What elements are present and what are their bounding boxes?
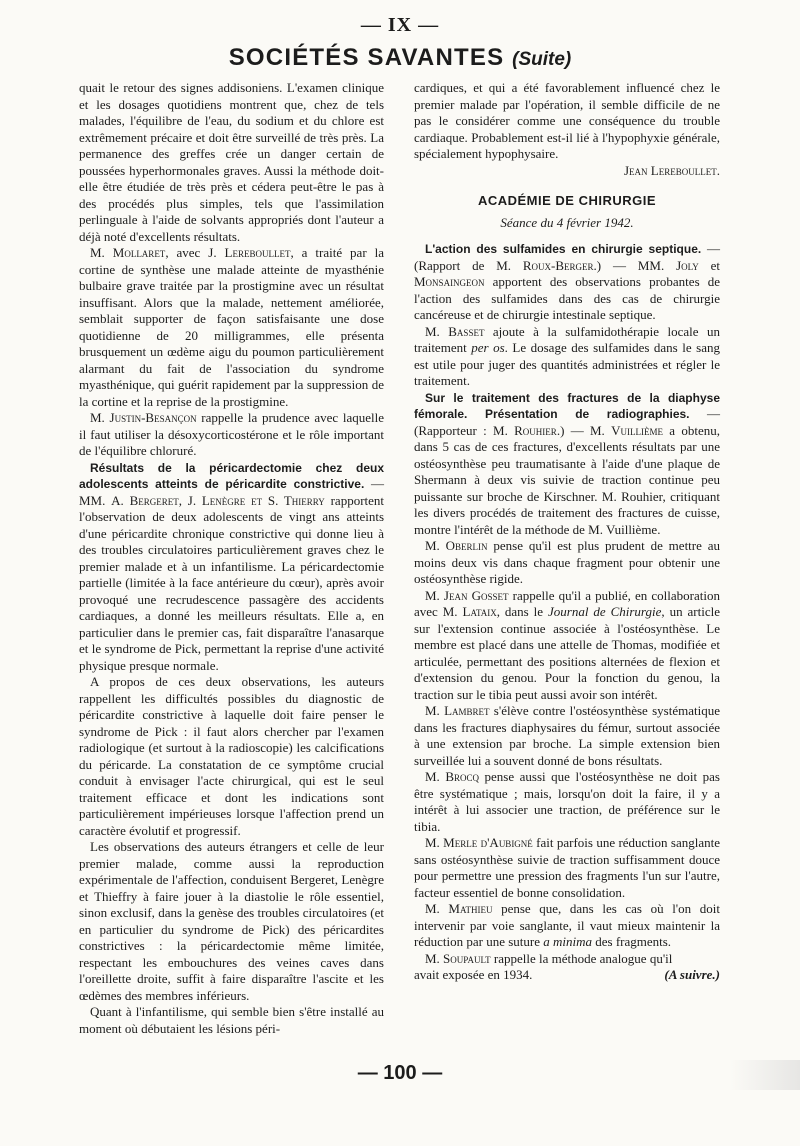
- author-name: M. Justin-Besançon: [90, 410, 197, 425]
- paragraph: [79, 460, 384, 675]
- author-name: A. Bergeret, J. Lenègre et S. Thierry: [111, 492, 325, 508]
- text-run: apportent des observations probantes de l'action des sulfamides dans des cas de chirurgie cancéreuse et de chirurgie intestinale septique.: [414, 274, 720, 322]
- text-run: .) — MM.: [593, 257, 677, 273]
- author-name: Rouhier: [514, 422, 557, 438]
- paragraph: [414, 390, 720, 539]
- page-number: — 100 —: [357, 1062, 443, 1084]
- text-run: des fragments.: [591, 934, 672, 949]
- text-run: .) — M.: [556, 422, 612, 438]
- text-run: , dans le: [496, 604, 548, 619]
- paragraph: quait le retour des signes addisoniens. L'examen clinique et les dosages quotidiens montrent que, chez de tels malades, l'équilibre de l'eau, du sodium et du chlore est extrêmement précaire et doit être surveillé de très près. La permanence des greffes crée un danger certain de poussées hyperhormonales graves. Aussi la méthode doit-elle être étudiée de très près et cédera peut-être le pas à des procédés plus simples, tels que l'assimilation perlinguale à l'aide de solvants appropriés dont l'auteur a déjà noté d'excellents résultats.: [79, 80, 384, 244]
- signature: Jean Lereboullet.: [624, 162, 720, 178]
- scan-artifact: [730, 1060, 800, 1090]
- roman-page-number: — IX —: [360, 14, 440, 36]
- italic-text: a minima: [543, 934, 592, 949]
- paragraph: [414, 769, 720, 835]
- final-line: [414, 967, 720, 984]
- text-run: pense qu'il est plus prudent de mettre au moins deux vis dans chaque fragment pour obtenir une ostéosynthèse rigide.: [414, 538, 721, 586]
- paragraph: Quant à l'infantilisme, qui semble bien s'être installé au moment où débutaient les lésions péri-: [79, 1004, 384, 1036]
- left-column: [79, 80, 384, 1037]
- paragraph: [414, 835, 720, 901]
- text-run: . Le dosage des sulfamides dans le sang est utile pour juger des quantités administrées et régler le traitement.: [414, 340, 720, 388]
- author-name: Joly: [676, 257, 699, 273]
- author-name: M. Jean Gosset: [425, 587, 509, 603]
- paragraph: Les observations des auteurs étrangers et celle de leur premier malade, comme aussi la reproduction expérimentale de l'affection, conduisent Bergeret, Lenègre et Thieffry à faire jouer à la diastolie le rôle essentiel, sinon exclusif, dans la genèse des troubles circulatoires (et en particulier du syndrome de Pick) des péricardites constrictives : la péricardectomie même limitée, respectant les embouchures des veines caves dans l'oreillette droite, suffit à faire disparaître l'ascite et les œdèmes des membres inférieurs.: [79, 839, 384, 1003]
- author-name: Vuillième: [611, 422, 663, 438]
- text-run: — MM.: [79, 476, 384, 508]
- section-title: ACADÉMIE DE CHIRURGIE: [477, 193, 657, 208]
- paragraph: [414, 703, 720, 769]
- text-run: , avec: [165, 245, 209, 260]
- paragraph: [414, 324, 720, 390]
- article-heading: Sur le traitement des fractures de la diaphyse fémorale. Présentation de radiographies.: [414, 390, 720, 421]
- paragraph: [79, 410, 384, 460]
- title-text: SOCIÉTÉS SAVANTES: [228, 44, 505, 71]
- author-name: M. Brocq: [425, 769, 480, 784]
- italic-text: per os: [471, 340, 505, 355]
- text-run: rappelle la prudence avec laquelle il faut utiliser la désoxycorticostérone et le rôle important de l'équilibre chloruré.: [79, 410, 385, 458]
- text-run: a obtenu, dans 5 cas de ces fractures, d'excellents résultats par une ostéosynthèse peu traumatisante à l'aide d'une plaque de Shermann à deux vis suivie de traction continue peu puissante sur broche de Kirschner. M. Rouhier, critiquant les divers procédés de traitement des fractures de cuisse, montre l'intérêt de la méthode de M. Vuillième.: [414, 422, 720, 537]
- author-name: J. Lereboullet: [208, 245, 291, 260]
- text-run: avait exposée en 1934.: [414, 967, 533, 982]
- paragraph: [414, 951, 720, 968]
- article-heading: Résultats de la péricardectomie chez deux adolescents atteints de péricardite constrictive.: [79, 460, 384, 491]
- author-name: M. Oberlin: [425, 538, 488, 553]
- text-run: pense que, dans les cas où l'on doit intervenir par voie sanglante, il vaut mieux maintenir la réduction par une suture: [414, 901, 720, 949]
- title-suite: (Suite): [512, 49, 572, 70]
- text-run: — (Rapport de M.: [414, 241, 720, 273]
- text-run: pense aussi que l'ostéosynthèse ne doit pas être systématique ; mais, lorsqu'on doit la faire, il y a intérêt à lui associer une traction, de préférence sur le tibia.: [414, 769, 720, 834]
- article-heading: L'action des sulfamides en chirurgie septique.: [425, 242, 702, 256]
- author-name: M. Basset: [425, 323, 485, 339]
- paragraph: [414, 901, 720, 951]
- author-name: Monsaingeon: [414, 274, 485, 289]
- text-run: — (Rapporteur : M.: [414, 406, 721, 438]
- italic-text: Journal de Chirurgie: [548, 604, 662, 619]
- text-run: rapportent l'observation de deux adolescents de vingt ans atteints d'une péricardite chronique constrictive qui donne lieu à des troubles circulatoires particulièrement graves chez le premier malade et à un infantilisme. La péricardectomie partielle (limitée à la face antérieure du cœur), après avoir provoqué une recrudescence passagère des accidents cardiaques, a donné les meilleurs résultats. Elle a, en particulier dans le premier cas, fait disparaître l'anasarque et le syndrome de Pick, permettant la reprise d'une activité physique presque normale.: [79, 492, 385, 673]
- author-name: Roux-Berger: [522, 257, 594, 273]
- text-run: , a traité par la cortine de synthèse une malade atteinte de myasthénie bulbaire grave traitée par la prostigmine avec un résultat insuffisant. Alors que la malade, nettement améliorée, semblait supporter de façon satisfaisante une dose quotidienne de 20 milligrammes, elle présenta brusquement un œdème aigu du poumon particulièrement alarmant du fait de l'association du syndrome myasthénique, qui guérit rapidement par la suppression de la cortine et la reprise de la prostigmine.: [79, 245, 384, 409]
- text-run: s'élève contre l'ostéosynthèse systématique dans les fractures diaphysaires du fémur, surtout associée à une extension par broche. La simple extension bien surveillée lui a souvent donné de bons résultats.: [414, 703, 720, 768]
- author-name: Lataix: [462, 604, 497, 619]
- paragraph: [414, 538, 720, 588]
- paragraph: cardiques, et qui a été favorablement influencé chez le premier malade par l'opération, il semble difficile de ne pas le considérer comme une conséquence du trouble cardiaque. Probablement est-il lié à l'hypophyxie générale, spécialement hypophysaire.: [414, 80, 720, 161]
- author-name: M. Soupault: [425, 950, 491, 966]
- author-name: M. Mollaret: [90, 245, 166, 260]
- right-column: [414, 80, 720, 984]
- text-run: , un article sur l'extension continue associée à l'ostéosynthèse. Le membre est placé dans une attelle de Thomas, modifiée et articulée, permettant des positions alternées de flexion et d'extension du genou. Pour la fonction du genou, la traction sur le tibia peut aussi avoir son intérêt.: [414, 604, 720, 702]
- session-date: Séance du 4 février 1942.: [500, 214, 634, 230]
- text-run: rappelle qu'il a publié, en collaboration avec M.: [414, 587, 720, 619]
- to-be-continued: (A suivre.): [664, 967, 720, 982]
- text-run: ajoute à la sulfamidothérapie locale un traitement: [414, 323, 720, 355]
- paragraph: A propos de ces deux observations, les auteurs rappellent les difficultés possibles du diagnostic de péricardite constrictive à laquelle doit faire penser le syndrome de Pick : il faut alors chercher par l'examen radiologique (et surtout à la radioscopie) les calcifications du péricarde. La constatation de ce symptôme crucial conduit à envisager l'acte chirurgical, qui est le seul traitement efficace et dont les indications sont particulièrement impérieuses lorsque l'affection prend un caractère évolutif et progressif.: [79, 674, 384, 838]
- paragraph: [414, 588, 720, 704]
- author-name: M. Mathieu: [425, 901, 493, 916]
- author-name: M. Lambret: [425, 703, 490, 718]
- paragraph: [414, 241, 720, 324]
- page-title: [0, 44, 800, 72]
- text-run: rappelle la méthode analogue qu'il: [490, 950, 673, 966]
- paragraph: [79, 245, 384, 410]
- text-run: et: [698, 257, 720, 273]
- author-name: M. Merle d'Aubigné: [425, 835, 533, 850]
- text-run: fait parfois une réduction sanglante sans ostéosynthèse suivie de traction suffisamment douce pour permettre une pression des fragments l'un sur l'autre, facteur essentiel de bonne consolidation.: [414, 835, 720, 900]
